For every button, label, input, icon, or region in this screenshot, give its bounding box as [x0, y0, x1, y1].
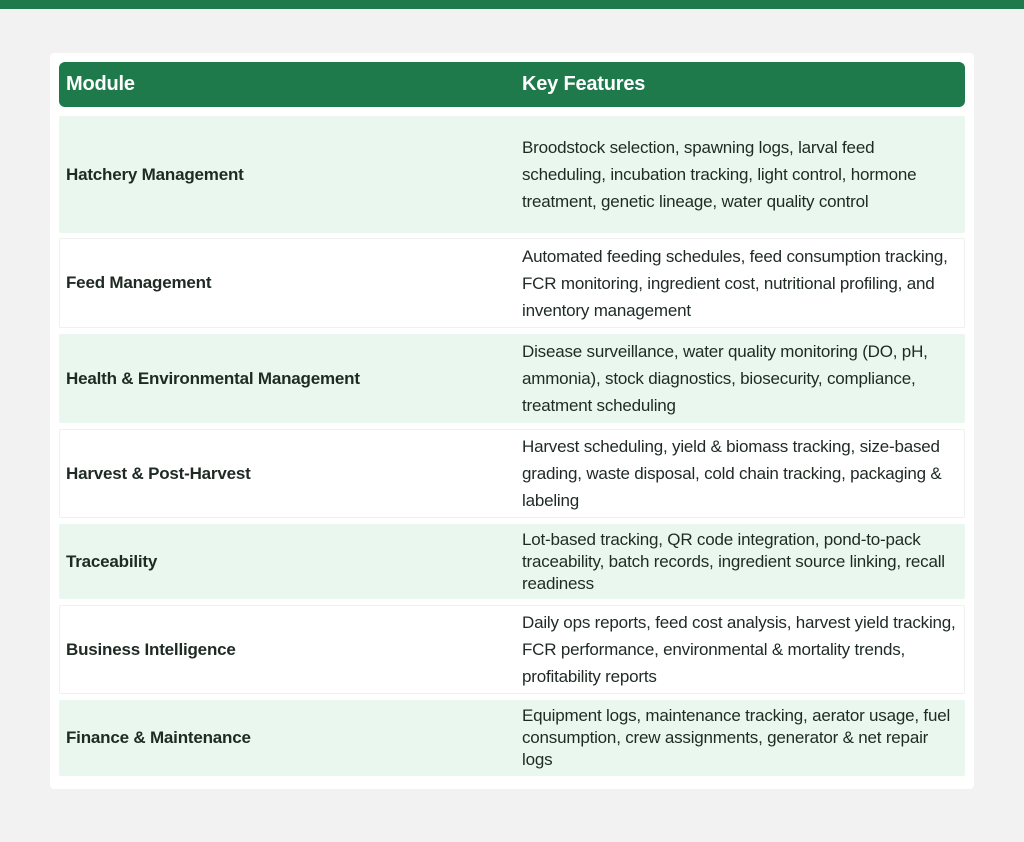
module-cell — [66, 524, 506, 599]
module-name: Finance & Maintenance — [66, 728, 251, 747]
module-name: Hatchery Management — [66, 164, 244, 184]
table-row — [59, 116, 965, 233]
features-cell — [522, 334, 958, 423]
module-name: Feed Management — [66, 273, 212, 292]
table-row — [59, 700, 965, 776]
header-module: Module — [66, 73, 135, 95]
module-name: Business Intelligence — [66, 639, 236, 659]
features-text: Daily ops reports, feed cost analysis, harvest yield tracking, FCR performance, environmental & mortality trends, profitability reports — [522, 613, 956, 686]
features-cell — [522, 238, 958, 328]
module-cell — [66, 429, 506, 518]
module-cell — [66, 238, 506, 328]
features-cell — [522, 116, 958, 233]
module-name: Traceability — [66, 551, 158, 571]
module-cell — [66, 700, 506, 776]
features-text: Automated feeding schedules, feed consumption tracking, FCR monitoring, ingredient cost, nutritional profiling, and inventory management — [522, 246, 948, 320]
module-cell — [66, 334, 506, 423]
top-accent-bar — [0, 0, 1024, 9]
features-cell — [522, 524, 958, 599]
features-text: Lot-based tracking, QR code integration, pond-to-pack traceability, batch records, ingredient source linking, recall readiness — [522, 529, 945, 593]
module-name: Harvest & Post-Harvest — [66, 463, 251, 483]
header-key-features: Key Features — [522, 73, 646, 95]
features-text: Disease surveillance, water quality monitoring (DO, pH, ammonia), stock diagnostics, biosecurity, compliance, treatment scheduling — [522, 342, 928, 415]
features-text: Equipment logs, maintenance tracking, aerator usage, fuel consumption, crew assignments, generator & net repair logs — [522, 706, 951, 769]
features-cell — [522, 605, 958, 694]
module-name: Health & Environmental Management — [66, 368, 360, 388]
features-text: Harvest scheduling, yield & biomass tracking, size-based grading, waste disposal, cold chain tracking, packaging & labeling — [522, 437, 942, 510]
table-row — [59, 334, 965, 423]
table-row — [59, 429, 965, 518]
features-table — [50, 53, 974, 789]
table-header — [59, 62, 965, 107]
table-row — [59, 524, 965, 599]
module-cell — [66, 116, 506, 233]
table-row — [59, 605, 965, 694]
table-row — [59, 238, 965, 328]
features-text: Broodstock selection, spawning logs, larval feed scheduling, incubation tracking, light control, hormone treatment, genetic lineage, water quality control — [522, 138, 917, 211]
features-cell — [522, 429, 958, 518]
features-cell — [522, 700, 958, 776]
module-cell — [66, 605, 506, 694]
